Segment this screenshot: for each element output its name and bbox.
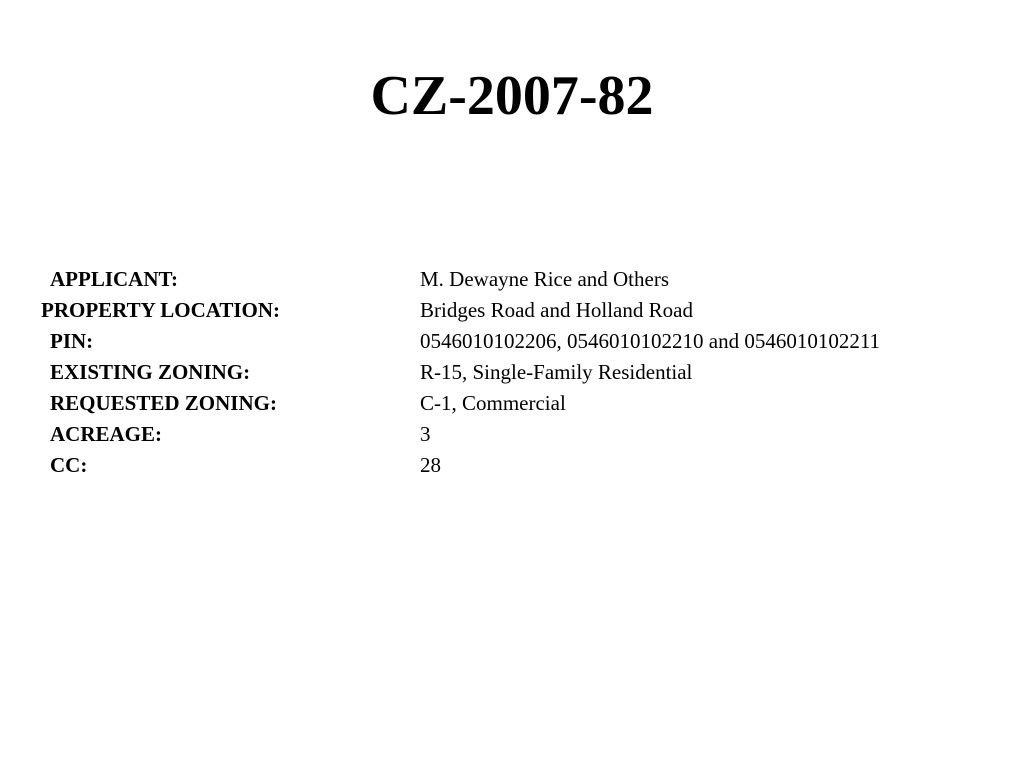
field-row-existing-zoning (0, 357, 1024, 388)
field-value: R-15, Single-Family Residential (420, 360, 693, 384)
field-row-requested-zoning (0, 388, 1024, 419)
field-label: REQUESTED ZONING: (50, 391, 277, 415)
field-value: C-1, Commercial (420, 391, 566, 415)
field-row-applicant (0, 264, 1024, 295)
field-row-pin (0, 326, 1024, 357)
field-label: APPLICANT: (50, 267, 178, 291)
case-details (0, 264, 1024, 481)
field-label: PROPERTY LOCATION: (41, 298, 281, 322)
field-row-acreage (0, 419, 1024, 450)
field-value: M. Dewayne Rice and Others (420, 267, 670, 291)
field-row-cc (0, 450, 1024, 481)
field-label: PIN: (50, 329, 94, 353)
field-value: Bridges Road and Holland Road (420, 298, 693, 322)
field-row-property-location (0, 295, 1024, 326)
field-label: CC: (50, 453, 88, 477)
field-value: 0546010102206, 0546010102210 and 0546010102211 (420, 329, 881, 353)
field-label: ACREAGE: (50, 422, 163, 446)
field-label: EXISTING ZONING: (50, 360, 251, 384)
field-value: 3 (420, 422, 431, 446)
field-value: 28 (420, 453, 441, 477)
page-title: CZ-2007-82 (370, 65, 654, 127)
